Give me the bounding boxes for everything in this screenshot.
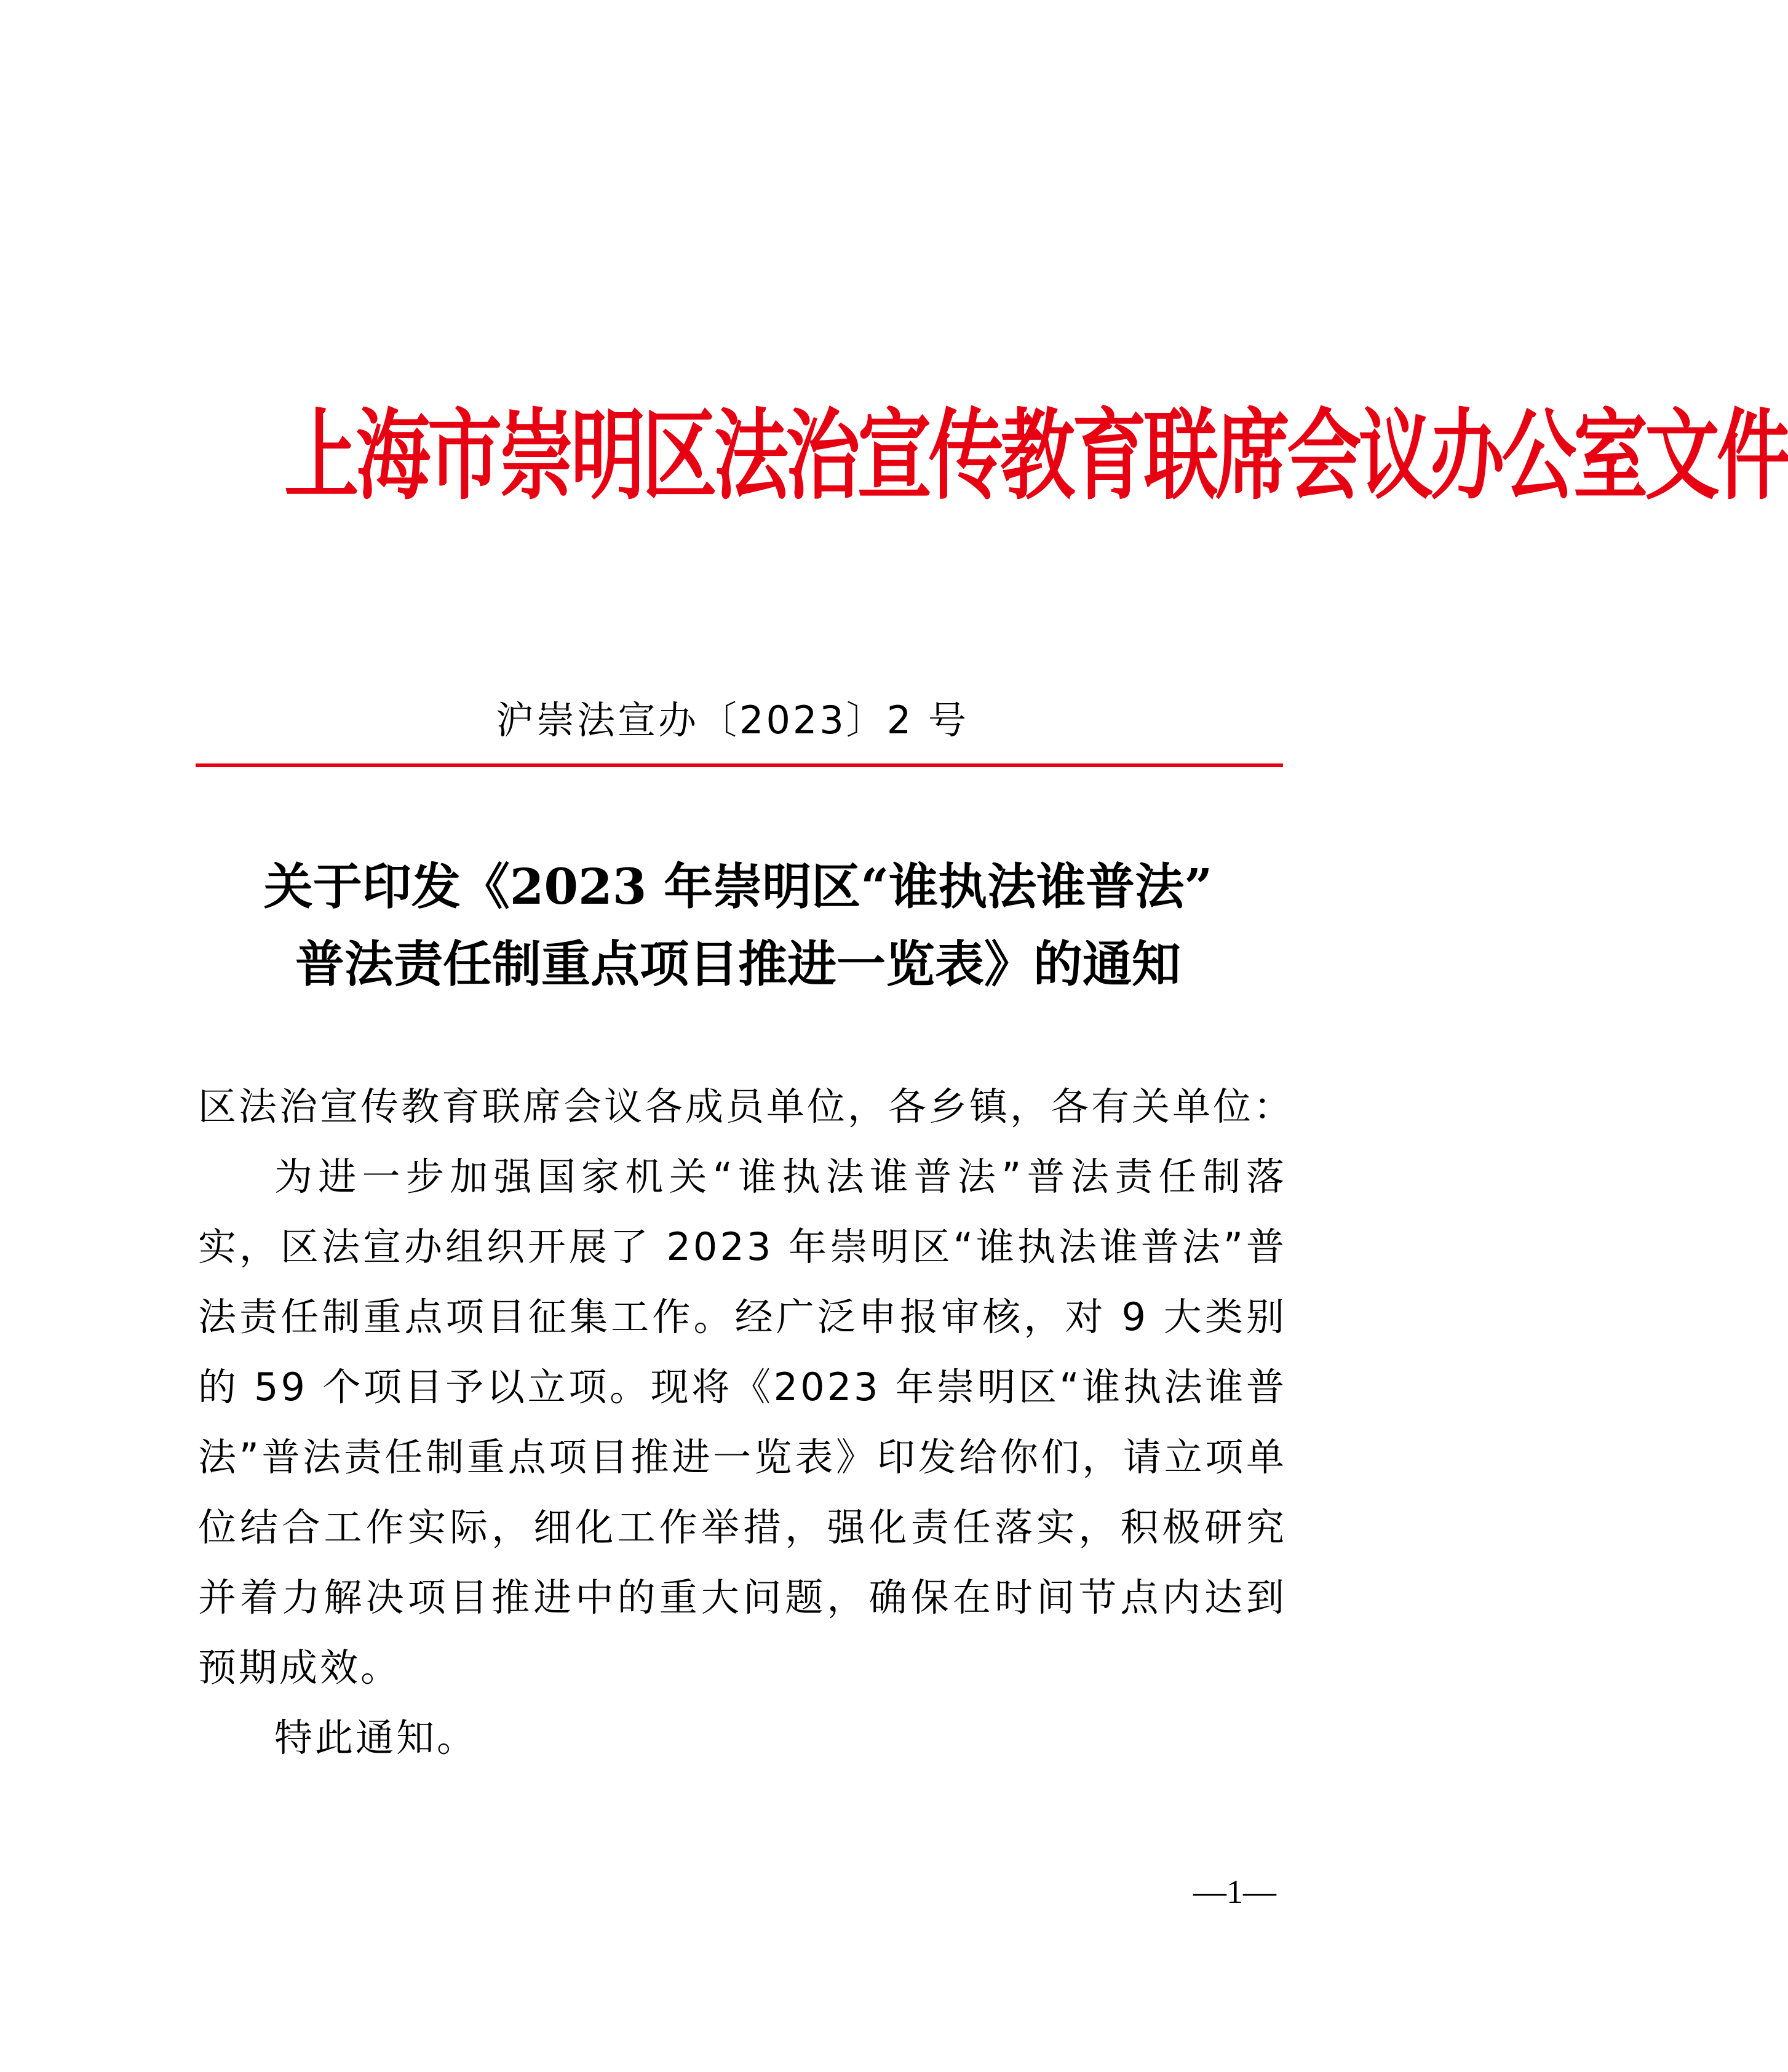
salutation: 区法治宣传教育联席会议各成员单位，各乡镇，各有关单位： [198, 1084, 1295, 1129]
issuer-header: 上海市崇明区法治宣传教育联席会议办公室文件 [284, 397, 1788, 513]
document-body [198, 1072, 1295, 1773]
title-line-1: 关于印发《2023 年崇明区“谁执法谁普法” [263, 858, 1213, 915]
closing-line: 特此通知。 [274, 1715, 478, 1760]
page-number: —1— [1193, 1873, 1276, 1910]
title-line-2: 普法责任制重点项目推进一览表》的通知 [295, 935, 1181, 993]
red-separator-line [196, 763, 1283, 767]
body-paragraph: 为进一步加强国家机关“谁执法谁普法”普法责任制落实，区法宣办组织开展了 2023 年崇明区“谁执法谁普法”普法责任制重点项目征集工作。经广泛申报审核，对 9 大类别的 59 个项目予以立项。现将《2023 年崇明区“谁执法谁普法”普法责任制重点项目推进一览表》印发给你们，请立项单位结合工作实际，细化工作举措，强化责任落实，积极研究并着力解决项目推进中的重大问题，确保在时间节点内达到预期成效。 [198, 1154, 1287, 1690]
document-title [185, 848, 1292, 1003]
document-number: 沪崇法宣办〔2023〕2 号 [496, 698, 969, 743]
